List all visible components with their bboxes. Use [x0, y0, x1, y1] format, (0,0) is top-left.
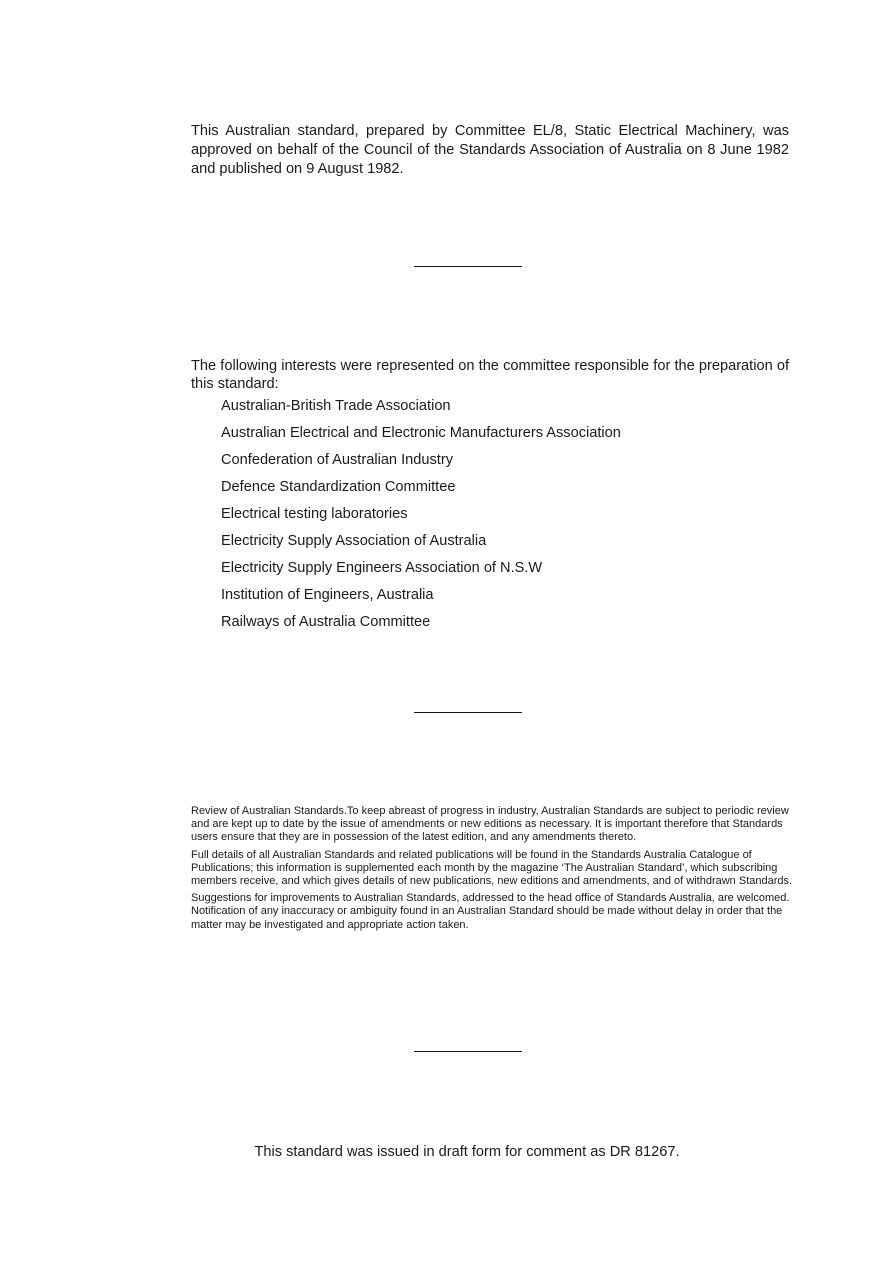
suggestions-note: Suggestions for improvements to Australian Standards, addressed to the head office of Standards Australia, are welcomed. Notification of any inaccuracy or ambiguity found in an Australian Standard should be made without delay in order that the matter may be investigated and appropriate action taken. — [191, 892, 790, 931]
interests-intro: The following interests were represented on the committee responsible for the preparation of this standard: — [191, 358, 789, 392]
approval-statement: This Australian standard, prepared by Committee EL/8, Static Electrical Machinery, was approved on behalf of the Council of the Standards Association of Australia on 8 June 1982 and published on 9 August 1982. — [191, 123, 789, 177]
draft-issue-note: This standard was issued in draft form for comment as DR 81267. — [254, 1144, 680, 1160]
committee-interests — [191, 357, 789, 636]
list-item: Electricity Supply Association of Australia — [221, 533, 487, 549]
section-divider — [414, 266, 522, 267]
section-divider — [414, 712, 522, 713]
section-divider — [414, 1051, 522, 1052]
list-item: Australian Electrical and Electronic Manufacturers Association — [221, 425, 621, 441]
list-item: Railways of Australia Committee — [221, 614, 431, 630]
review-note: Review of Australian Standards.To keep abreast of progress in industry, Australian Standards are subject to periodic review and are kept up to date by the issue of amendments or new editions as necessary. It is important therefore that Standards users ensure that they are in possession of the latest edition, and any amendments thereto. — [191, 805, 789, 844]
interests-list — [191, 393, 789, 636]
list-item: Defence Standardization Committee — [221, 479, 456, 495]
list-item: Australian-British Trade Association — [221, 398, 451, 414]
list-item: Electricity Supply Engineers Association of N.S.W — [221, 560, 543, 576]
list-item: Institution of Engineers, Australia — [221, 587, 434, 603]
standards-notes — [191, 805, 797, 936]
details-note: Full details of all Australian Standards and related publications will be found in the Standards Australia Catalogue of Publications; this information is supplemented each month by the magazine ‘The Australian Standard’, which subscribing members receive, and which gives details of new publications, new editions and amendments, and of withdrawn Standards. — [191, 848, 793, 888]
list-item: Confederation of Australian Industry — [221, 452, 454, 468]
list-item: Electrical testing laboratories — [221, 506, 408, 522]
